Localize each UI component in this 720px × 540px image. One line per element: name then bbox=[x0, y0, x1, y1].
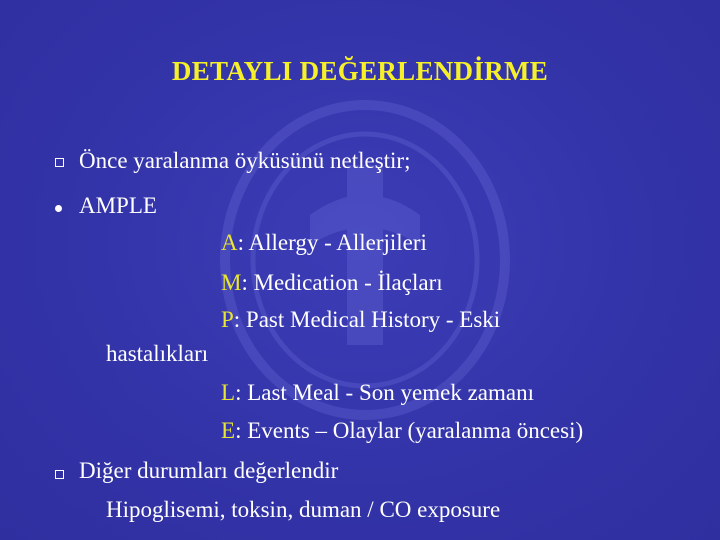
ample-text-p: : Past Medical History - Eski bbox=[233, 307, 501, 332]
ample-last-meal bbox=[221, 380, 534, 406]
ample-allergy bbox=[221, 230, 427, 256]
square-bullet-icon bbox=[55, 470, 64, 479]
ample-past-history-cont: hastalıkları bbox=[106, 341, 209, 366]
ample-key-a: A bbox=[221, 230, 238, 255]
other-conditions-detail: Hipoglisemi, toksin, duman / CO exposure bbox=[106, 497, 501, 522]
slide-title: DETAYLI DEĞERLENDİRME bbox=[171, 56, 549, 86]
square-bullet-icon bbox=[55, 158, 64, 167]
ample-text-a: : Allergy - Allerjileri bbox=[237, 230, 427, 255]
other-conditions-line: Diğer durumları değerlendir bbox=[79, 458, 339, 483]
ample-key-p: P bbox=[221, 307, 234, 332]
ample-text-m: : Medication - İlaçları bbox=[241, 270, 443, 295]
intro-line: Önce yaralanma öyküsünü netleştir; bbox=[79, 148, 411, 173]
ample-text-e: : Events – Olaylar (yaralanma öncesi) bbox=[235, 418, 584, 443]
round-bullet-icon bbox=[55, 205, 62, 212]
ample-key-m: M bbox=[221, 270, 242, 295]
ample-key-l: L bbox=[221, 380, 236, 405]
ample-medication bbox=[221, 270, 443, 296]
ample-key-e: E bbox=[221, 418, 236, 443]
university-seal-watermark bbox=[215, 95, 515, 425]
ample-events bbox=[221, 418, 583, 444]
ample-line: AMPLE bbox=[79, 193, 157, 218]
ample-text-l: : Last Meal - Son yemek zamanı bbox=[235, 380, 534, 405]
ample-past-history bbox=[221, 307, 500, 333]
